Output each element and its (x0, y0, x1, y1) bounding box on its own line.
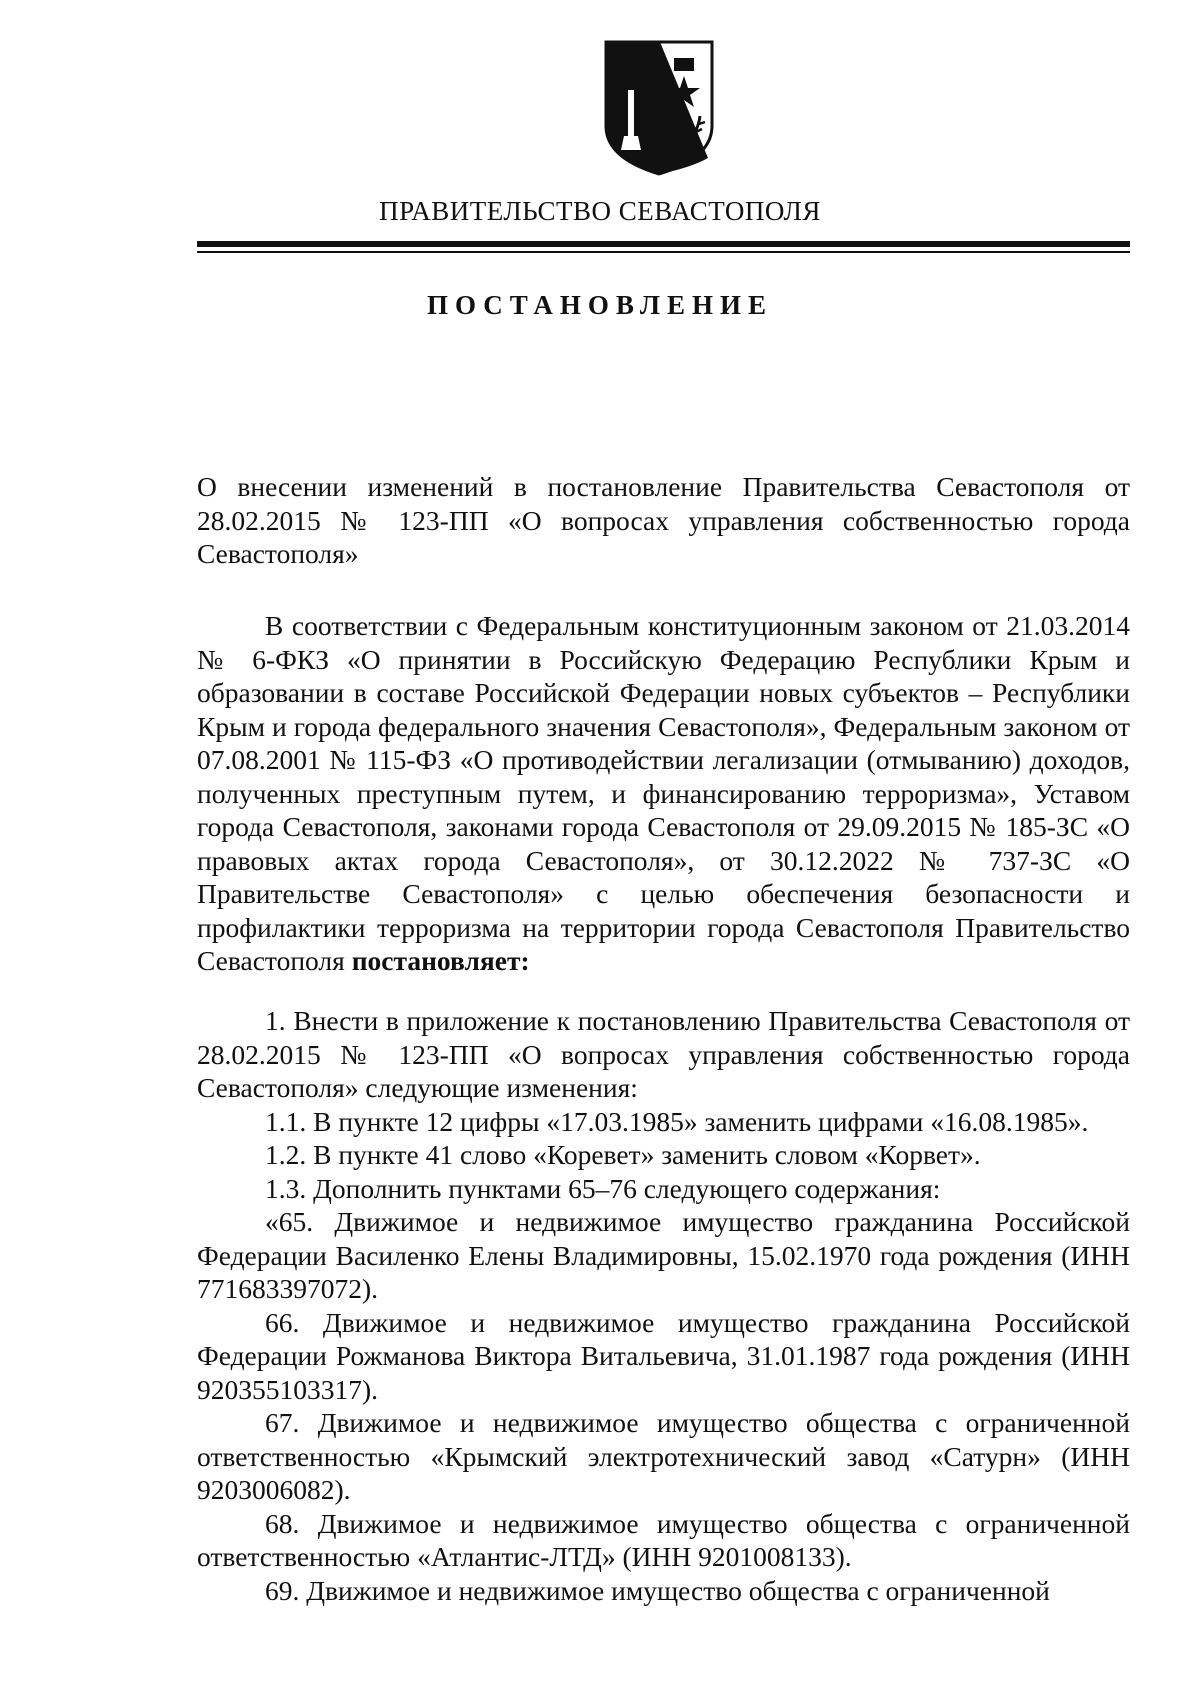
document-title-text: О внесении изменений в постановление Правительства Севастополя от 28.02.2015 № 123-ПП «О вопросах управления собственностью города Севастополя» (197, 471, 1130, 569)
document-type: ПОСТАНОВЛЕНИЕ (426, 290, 774, 320)
decree-word: постановляет: (351, 945, 530, 976)
preamble (197, 609, 1130, 978)
list-item: 1. Внести в приложение к постановлению Правительства Севастополя от 28.02.2015 № 123-ПП «О вопросах управления собственностью города Севастополя» следующие изменения: (197, 1005, 1130, 1103)
organization-name: ПРАВИТЕЛЬСТВО СЕВАСТОПОЛЯ (379, 196, 821, 226)
list-item: 68. Движимое и недвижимое имущество общества с ограниченной ответственностью «Атлантис-ЛТД» (ИНН 9201008133). (197, 1507, 1130, 1572)
list-item: 66. Движимое и недвижимое имущество гражданина Российской Федерации Рожманова Виктора Витальевича, 31.01.1987 года рождения (ИНН 920355103317). (197, 1306, 1130, 1405)
preamble-text: В соответствии с Федеральным конституционным законом от 21.03.2014 № 6-ФКЗ «О принятии в Российскую Федерацию Республики Крым и образовании в составе Российской Федерации новых субъектов – Республики Крым и города федерального значения Севастополя», Федеральным законом от 07.08.2001 № 115-ФЗ «О противодействии легализации (отмыванию) доходов, полученных преступным путем, и финансированию терроризма», Уставом города Севастополя, законами города Севастополя от 29.09.2015 № 185-ЗС «О правовых актах города Севастополя», от 30.12.2022 № 737-ЗС «О Правительстве Севастополя» с целью обеспечения безопасности и профилактики терроризма на территории города Севастополя Правительство Севастополя (197, 610, 1130, 976)
header-rule-thin (197, 251, 1130, 253)
preamble-paragraph (197, 609, 1130, 978)
list-item: 1.2. В пункте 41 слово «Коревет» заменить словом «Корвет». (265, 1139, 981, 1170)
list-item: 1.3. Дополнить пунктами 65–76 следующего содержания: (265, 1172, 941, 1204)
header-rule-thick (197, 241, 1130, 247)
list-item: 67. Движимое и недвижимое имущество общества с ограниченной ответственностью «Крымский электротехнический завод «Сатурн» (ИНН 9203006082). (197, 1407, 1130, 1505)
document-title (197, 470, 1130, 571)
sevastopol-coat-of-arms-icon (600, 38, 718, 178)
list-item: 69. Движимое и недвижимое имущество общества с ограниченной (265, 1574, 1050, 1606)
list-item: «65. Движимое и недвижимое имущество гражданина Российской Федерации Василенко Елены Владимировны, 15.02.1970 года рождения (ИНН 771683397072). (197, 1206, 1130, 1304)
decree-items (197, 1004, 1130, 1607)
list-item: 1.1. В пункте 12 цифры «17.03.1985» заменить цифрами «16.08.1985». (265, 1105, 1089, 1137)
